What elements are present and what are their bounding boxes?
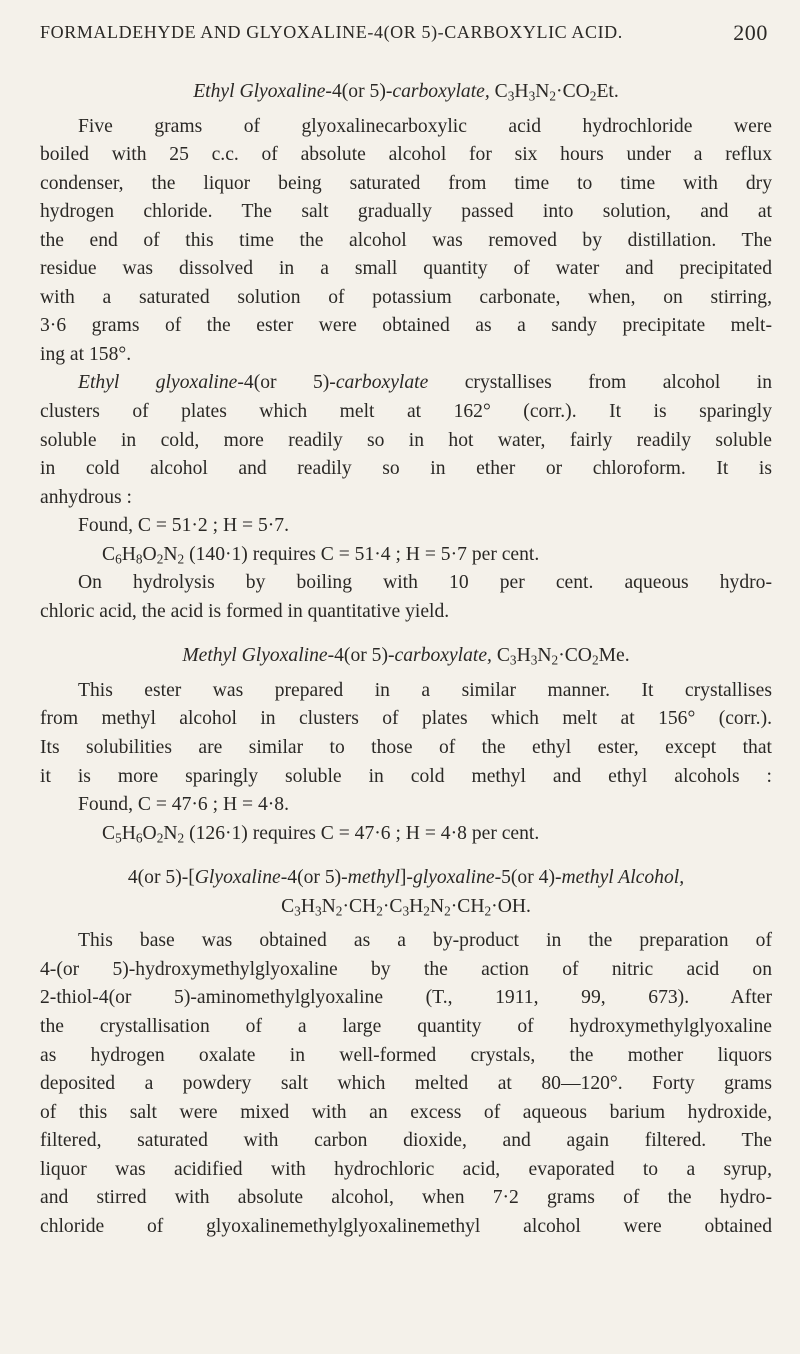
text-line: from methyl alcohol in clusters of plates which melt at 156° (corr.). — [40, 708, 772, 730]
section-heading-methyl-ester: Methyl Glyoxaline-4(or 5)-carboxylate, $C_3H_3N_2\cdot CO_2Me$. — [182, 645, 630, 669]
text-line: boiled with 25 c.c. of absolute alcohol for six hours under a reflux — [40, 144, 772, 166]
text-line: residue was dissolved in a small quantity of water and precipitated — [40, 258, 772, 280]
text-line: with a saturated solution of potassium carbonate, when, on stirring, — [40, 286, 772, 308]
text-line: clusters of plates which melt at 162° (corr.). It is sparingly — [40, 401, 772, 423]
paragraph-properties — [40, 369, 772, 626]
chemical-formula: $C_3H_3N_2\cdot CO_2Et$. — [494, 81, 619, 104]
page-number: 200 — [733, 20, 768, 45]
text-line: On hydrolysis by boiling with 10 per cent. aqueous hydro- — [78, 572, 772, 594]
text-line: Ethyl glyoxaline-4(or 5)-carboxylate crystallises from alcohol in — [78, 372, 773, 394]
analysis-requires: $C_6H_8O_2N_2$ (140·1) requires C = 51·4 ; H = 5·7 per cent. — [102, 543, 540, 567]
text-line: 2-thiol-4(or 5)-aminomethylglyoxaline (T., 1911, 99, 673). After — [40, 987, 772, 1009]
text-line: in cold alcohol and readily so in ether or chloroform. It is — [40, 458, 772, 480]
chemical-formula: $C_3H_3N_2\cdot CO_2Me$. — [496, 645, 630, 669]
text-line: hydrogen chloride. The salt gradually passed into solution, and at — [40, 201, 772, 223]
chemical-formula: $C_5H_6O_2N_2$ — [102, 822, 185, 846]
text-line: as hydrogen oxalate in well-formed crystals, the mother liquors — [40, 1044, 772, 1066]
text-line: 3·6 grams of the ester were obtained as a sandy precipitate melt- — [40, 315, 772, 337]
text-line: chloric acid, the acid is formed in quantitative yield. — [40, 600, 450, 622]
text-line: of this salt were mixed with an excess of aqueous barium hydroxide, — [40, 1101, 772, 1123]
paragraph-by-product — [40, 927, 772, 1241]
text-line: Its solubilities are similar to those of the ethyl ester, except that — [40, 737, 772, 759]
text-line: deposited a powdery salt which melted at 80—120°. Forty grams — [40, 1073, 772, 1095]
running-head-title: FORMALDEHYDE AND GLYOXALINE-4(OR 5)-CARBOXYLIC ACID. — [40, 22, 623, 42]
text-line: chloride of glyoxalinemethylglyoxalinemethyl alcohol were obtained — [40, 1215, 772, 1237]
text-line: This base was obtained as a by-product in the preparation of — [78, 930, 772, 952]
text-line: liquor was acidified with hydrochloric acid, evaporated to a syrup, — [40, 1158, 772, 1180]
text-line: anhydrous : — [40, 486, 132, 508]
analysis-found: Found, C = 51·2 ; H = 5·7. — [78, 515, 289, 537]
section-heading-ethyl-ester: Ethyl Glyoxaline-4(or 5)-carboxylate, $C_3H_3N_2\cdot CO_2Et$. — [193, 81, 619, 104]
text-line: it is more sparingly soluble in cold methyl and ethyl alcohols : — [40, 765, 772, 787]
article-body — [40, 78, 772, 1241]
text-line: filtered, saturated with carbon dioxide, and again filtered. The — [40, 1130, 772, 1152]
text-line: condenser, the liquor being saturated from time to time with dry — [40, 172, 772, 194]
text-line: Five grams of glyoxalinecarboxylic acid hydrochloride were — [78, 115, 772, 137]
paragraph-preparation — [40, 113, 772, 370]
analysis-requires: $C_5H_6O_2N_2$ (126·1) requires C = 47·6 ; H = 4·8 per cent. — [102, 822, 540, 846]
text-line: the crystallisation of a large quantity of hydroxymethylglyoxaline — [40, 1015, 772, 1037]
text-line: the end of this time the alcohol was removed by distillation. The — [40, 229, 772, 251]
text-line: ing at 158°. — [40, 343, 132, 365]
text-line: soluble in cold, more readily so in hot water, fairly readily soluble — [40, 429, 772, 451]
section-heading-methyl-alcohol: 4(or 5)-[Glyoxaline-4(or 5)-methyl]-glyoxaline-5(or 4)-methyl Alcohol, — [127, 867, 685, 889]
paragraph-methyl-ester — [40, 677, 772, 848]
analysis-found: Found, C = 47·6 ; H = 4·8. — [78, 794, 289, 816]
text-line: and stirred with absolute alcohol, when 7·2 grams of the hydro- — [40, 1187, 772, 1209]
chemical-formula: $C_3H_3N_2\cdot CH_2\cdot C_3H_2N_2\cdot CH_2\cdot OH$. — [281, 895, 531, 919]
section-heading-formula — [40, 893, 772, 922]
text-line: 4-(or 5)-hydroxymethylglyoxaline by the action of nitric acid on — [40, 958, 772, 980]
text-line: This ester was prepared in a similar manner. It crystallises — [78, 679, 772, 701]
chemical-formula: $C_6H_8O_2N_2$ — [102, 543, 185, 567]
